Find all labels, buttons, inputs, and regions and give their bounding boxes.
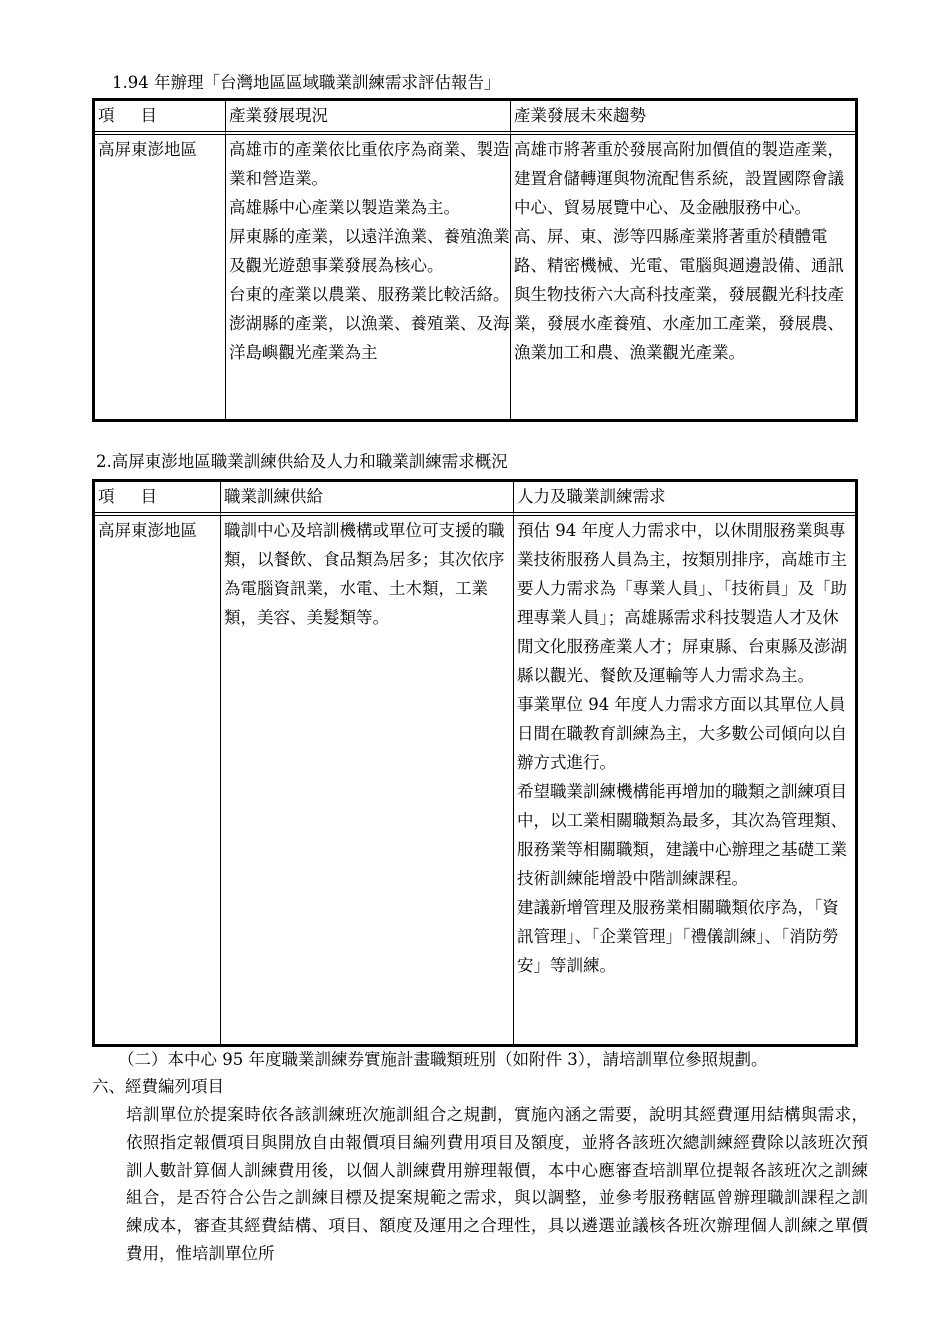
demand-paragraph: 預估 94 年度人力需求中，以休閒服務業與專業技術服務人員為主，按類別排序，高雄市主要人力需求為「專業人員」、「技術員」及「助理專業人員」；高雄縣需求科技製造人才及休閒文化服務產業人才；屏東縣、台東縣及澎湖縣以觀光、餐飲及運輸等人力需求為主。	[517, 521, 847, 685]
table-header-row	[95, 101, 855, 135]
section6-heading: 六、經費編列項目	[92, 1077, 224, 1096]
current-paragraph: 台東的產業以農業、服務業比較活絡。	[229, 285, 510, 304]
training-demand-cell	[514, 516, 855, 1044]
table-header-row	[95, 482, 855, 516]
region-cell: 高屏東澎地區	[95, 135, 226, 419]
section6-paragraph: 培訓單位於提案時依各該訓練班次施訓組合之規劃，實施內涵之需要，說明其經費運用結構與需求，依照指定報價項目與開放自由報價項目編列費用項目及額度，並將各該班次總訓練經費除以該班次預訓人數計算個人訓練費用後，以個人訓練費用辦理報價，本中心應審查培訓單位提報各該班次之訓練組合，是否符合公告之訓練目標及提案規範之需求，與以調整，並參考服務轄區曾辦理職訓課程之訓練成本，審查其經費結構、項目、額度及運用之合理性，具以遴選並議核各班次辦理個人訓練之單價費用，惟培訓單位所	[126, 1105, 868, 1263]
training-voucher-note: （二）本中心 95 年度職業訓練券實施計畫職類班別（如附件 3），請培訓單位參照規劃。	[118, 1050, 768, 1069]
current-paragraph: 屏東縣的產業，以遠洋漁業、養殖漁業及觀光遊憩事業發展為核心。	[229, 227, 510, 275]
header-item-char1: 項	[98, 106, 115, 125]
header-item-char2: 目	[140, 106, 157, 125]
future-paragraph: 高、屏、東、澎等四縣產業將著重於積體電路、精密機械、光電、電腦與週邊設備、通訊與生物技術六大高科技產業，發展觀光科技產業，發展水產養殖、水產加工產業，發展農、漁業加工和農、漁業觀光產業。	[514, 227, 844, 362]
future-paragraph: 高雄市將著重於發展高附加價值的製造產業，建置倉儲轉運與物流配售系統，設置國際會議中心、貿易展覽中心、及金融服務中心。	[514, 140, 844, 217]
header-industry-future: 產業發展未來趨勢	[511, 101, 855, 135]
header-training-demand: 人力及職業訓練需求	[514, 482, 855, 516]
demand-paragraph: 建議新增管理及服務業相關職類依序為，「資訊管理」、「企業管理」「禮儀訓練」、「消防勞安」等訓練。	[517, 898, 839, 975]
section2-caption: 2.高屏東澎地區職業訓練供給及人力和職業訓練需求概況	[96, 452, 508, 471]
header-item	[95, 482, 221, 516]
industry-table	[92, 98, 858, 422]
demand-paragraph: 希望職業訓練機構能再增加的職類之訓練項目中，以工業相關職類為最多，其次為管理類、服務業等相關職類，建議中心辦理之基礎工業技術訓練能增設中階訓練課程。	[517, 782, 847, 888]
industry-current-cell	[226, 135, 511, 419]
region-cell: 高屏東澎地區	[95, 516, 221, 1044]
table-row	[95, 516, 855, 1044]
header-training-supply: 職業訓練供給	[221, 482, 514, 516]
table-row	[95, 135, 855, 419]
training-supply-cell: 職訓中心及培訓機構或單位可支援的職類，以餐飲、食品類為居多；其次依序為電腦資訊業，水電、土木類，工業類，美容、美髮類等。	[221, 516, 514, 1044]
current-paragraph: 高雄市的產業依比重依序為商業、製造業和營造業。	[229, 140, 510, 188]
header-item	[95, 101, 226, 135]
training-table	[92, 479, 858, 1047]
industry-future-cell	[511, 135, 855, 419]
header-industry-current: 產業發展現況	[226, 101, 511, 135]
demand-paragraph: 事業單位 94 年度人力需求方面以其單位人員日間在職教育訓練為主，大多數公司傾向以自辦方式進行。	[517, 695, 847, 772]
header-item-char2: 目	[140, 487, 157, 506]
current-paragraph: 高雄縣中心產業以製造業為主。	[229, 198, 460, 217]
section1-caption: 1.94 年辦理「台灣地區區域職業訓練需求評估報告」	[112, 73, 501, 92]
header-item-char1: 項	[98, 487, 115, 506]
current-paragraph: 澎湖縣的產業，以漁業、養殖業、及海洋島嶼觀光產業為主	[229, 314, 510, 362]
